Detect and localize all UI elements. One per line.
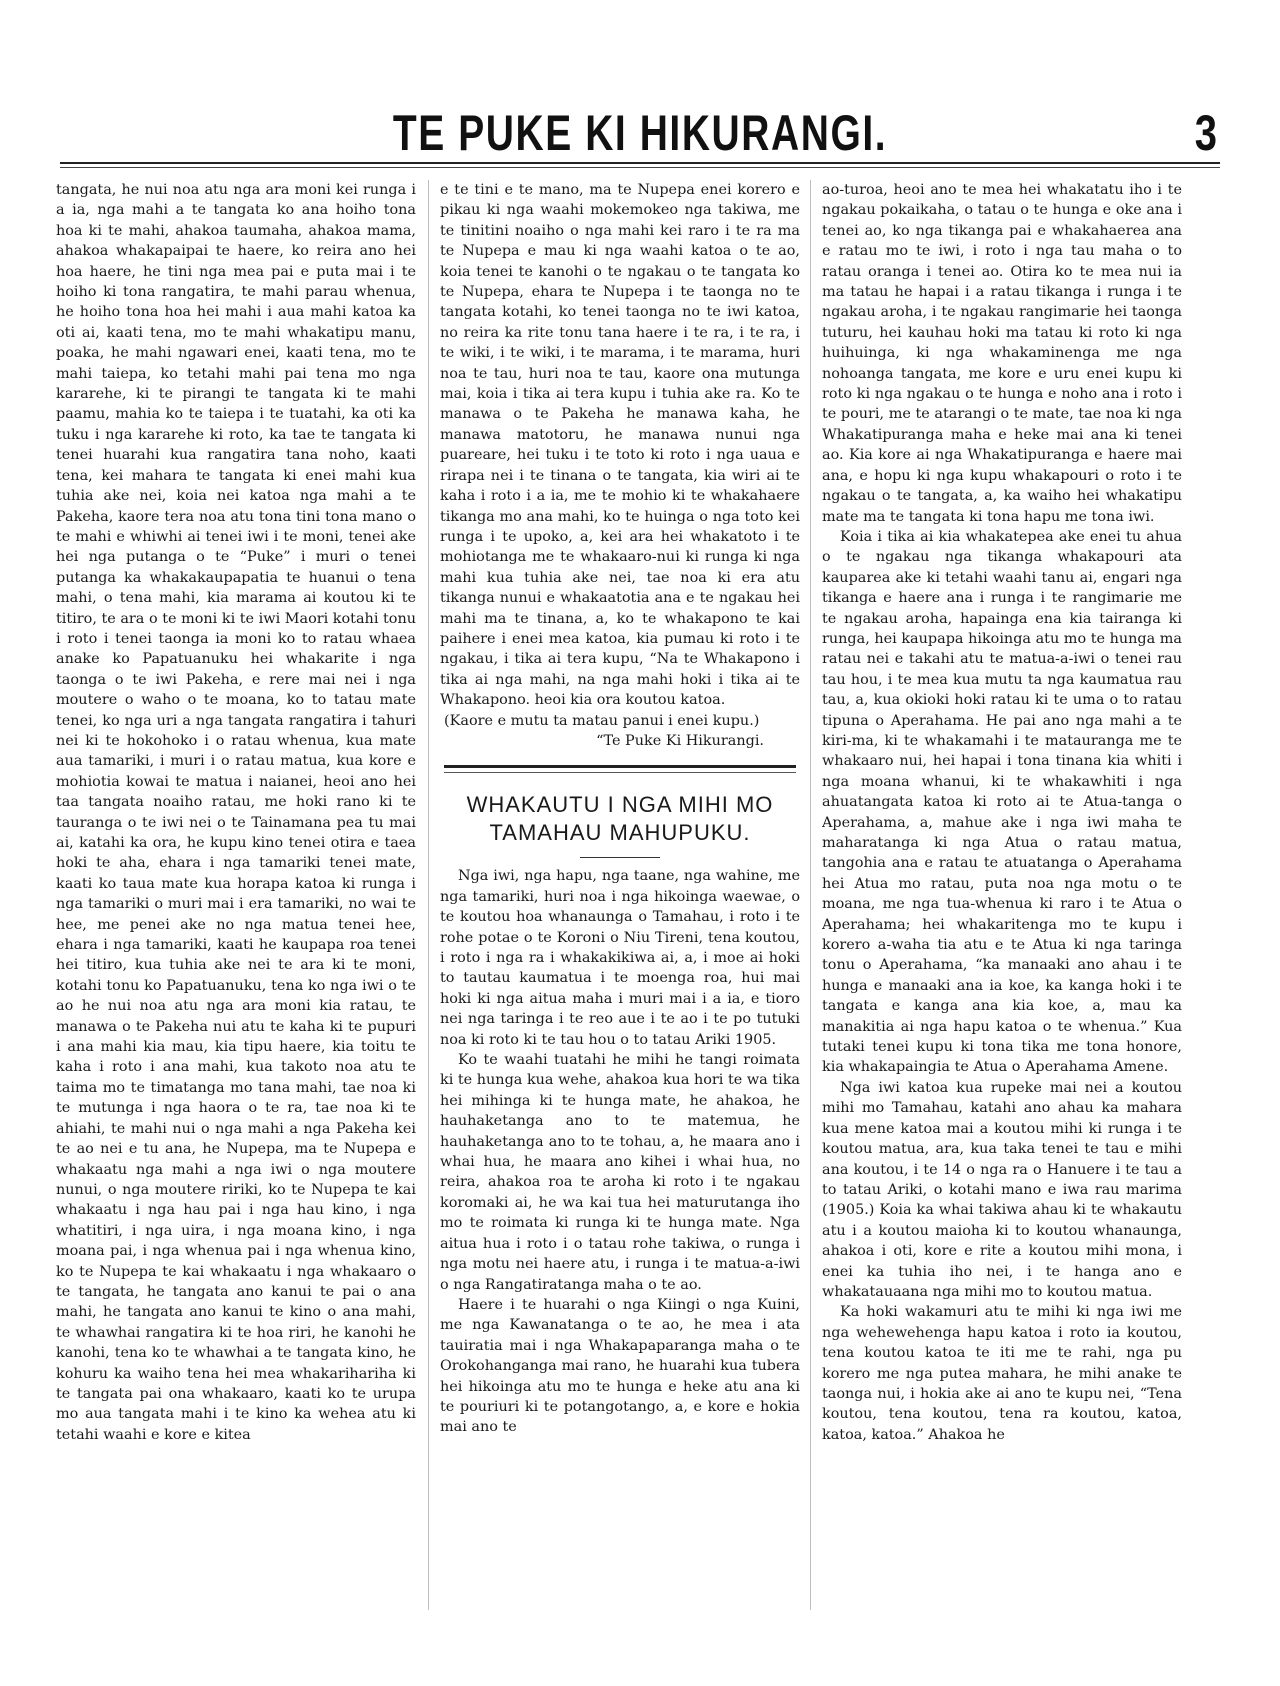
article-paragraph: Nga iwi, nga hapu, nga taane, nga wahine, me nga tamariki, huri noa i nga hikoinga waewae, o te koutou hoa whanaunga o Tamahau, i roto i te rohe potae o te Koroni o Niu Tireni, tena koutou, i roto i nga ra i whakakikiwa ai, a, i moe ai hoki to tautau kaumatua i te moenga roa, hui mai hoki ki nga aitua maha i muri mai i a ia, e tioro nei nga taringa i te reo aue i te ao i te po tutuki noa ki roto ki te tau hou o to tatau Ariki 1905. <box>440 868 800 1048</box>
article-paragraph: tangata, he nui noa atu nga ara moni kei runga i a ia, nga mahi a te tangata ko ana hoiho tona hoa ki te mahi, ahakoa taumaha, ahakoa mama, ahakoa whakapaipai te haere, ko reira ano hei hoa haere, he tini nga mea pai e puta mai i te hoiho ki tona rangatira, te mahi parau whenua, he hoiho tona hoa hei mahi i aua mahi katoa ka oti ai, kaati tena, mo te mahi whakatipu manu, poaka, he mahi ngawari enei, kaati tena, mo te mahi taiepa, ko tetahi mahi pai tena mo nga kararehe, ki te pirangi te tangata ki te mahi paamu, mahia ko te taiepa i te tuatahi, ka oti ka tuku i nga kararehe ki roto, ka tae te tangata ki tenei huarahi kua rangatira tana noho, kaati tena, kei mahara te tangata ki enei mahi kua tuhia ake nei, koia nei katoa nga mahi a te Pakeha, kaore tera noa atu tona tini tona mano o te mahi e whiwhi ai tenei iwi i te moni, tenei ake hei nga putanga o te “Puke” i muri o tenei putanga ka whakakaupapatia te huanui o tena mahi, o tena mahi, kia marama ai koutou ki te titiro, te ara o te moni ki te iwi Maori kotahi tonu i roto i tenei taonga ia moni ko to ratau whaea anake ko Papatuanuku hei whakarite i nga taonga o te iwi Pakeha, e rere mai nei i nga moutere o waho o te moana, ko to tatau mate tenei, ko nga uri a nga tangata rangatira i tahuri nei ki te hokohoko i o ratau whenua, kua mate aua tamariki, i muri i o ratau matua, kua kore e mohiotia kowai te matua i naianei, heoi ano hei taa tangata noaiho ratau, me hoki rano ki te tauranga o te iwi nei o te Tainamana pea tu mai ai, katahi ka ora, he kupu kino tenei otira e taea hoki te aha, ehara i nga tamariki tenei mate, kaati ko taua mate kua horapa katoa ki runga i nga tamariki o muri mai i era tamariki, no wai te hee, me penei ake no nga matua tenei hee, ehara i nga tamariki, kaati he kaupapa roa tenei hei titiro, kua tuhia ake nei te ara ki te moni, kotahi tonu ko Papatuanuku, tena ko nga iwi o te ao he nui noa atu nga ara moni kia ratau, te manawa o te Pakeha nui atu te kaha ki te pupuri i ana mahi kia mau, kia tipu haere, kia toitu te kaha i roto i ana mahi, kua takoto noa atu te taima mo te timatanga mo tana mahi, tae noa ki te mutunga i nga haora o te ra, tae noa ki te ahiahi, te mahi nui o nga mahi a nga Pakeha kei te ao nei e tu ana, he Nupepa, ma te Nupepa e whakaatu nga mahi a nga iwi o nga moutere nunui, o nga moutere ririki, ko te Nupepa te kai whakaatu i nga hau pai i nga hau kino, i nga whatitiri, i nga uira, i nga moana kino, i nga moana pai, i nga whenua pai i nga whenua kino, ko te Nupepa te kai whakaatu i nga whakaaro o te tangata, he tangata ano kanui te pai o ana mahi, he tangata ano kanui te kino o ana mahi, te whawhai rangatira ki te hoa riri, he kanohi he kanohi, tena ko te whawhai a te tangata kino, he kohuru ka waiho tena hei mea whakarihariha ki te tangata pai ona whakaaro, kaati ko te urupa mo aua tangata mahi i te kino ka wehea atu ki tetahi waahi e kore e kitea <box>56 182 416 1443</box>
article-paragraph: e te tini e te mano, ma te Nupepa enei korero e pikau ki nga waahi mokemokeo nga takiwa, me te tinitini noaiho o nga mahi kei raro i te ra ma te Nupepa e mau ki nga waahi katoa o te ao, koia tenei te kanohi o te ngakau o te tangata ko te Nupepa, ehara te Nupepa i te taonga no te tangata kotahi, ko tenei taonga no te iwi katoa, no reira ka rite tonu tana haere i te ra, i te ra, i te wiki, i te wiki, i te marama, i te marama, huri noa te tau, huri noa te tau, kaore ona mutunga mai, koia i tika ai tera kupu i tuhia ake ra. Ko te manawa o te Pakeha he manawa kaha, he manawa matotoru, he manawa nunui nga puareare, hei tuku i te toto ki roto i nga uaua e rirapa nei i te tinana o te tangata, kia wiri ai te kaha i roto i a ia, me te mohio ki te whakahaere tikanga mo ana mahi, ko te huinga o nga toto kei runga i te upoko, a, kei ara hei whakatoto i te mohiotanga me te whakaaro-nui ki runga ki nga mahi kua tuhia ake nei, tae noa ki era atu tikanga nunui e whakaatotia ana e te ngakau hei mahi ma te tinana, a, ko te whakapono te kai paihere i enei mea katoa, kia pumau ki roto i te ngakau, i tika ai tera kupu, “Na te Whakapono i tika ai nga mahi, na nga mahi hoki i tika ai te Whakapono. heoi kia ora koutou katoa. <box>440 182 800 709</box>
article-paragraph: Koia i tika ai kia whakatepea ake enei tu ahua o te ngakau nga tikanga whakapouri ata kauparea ake ki tetahi waahi tanu ai, engari nga tikanga e haere ana i runga i te rangimarie me te ngakau aroha, hapainga ena kia tairanga ki runga, hei kaupapa hikoinga atu mo te hunga ma ratau nei e takahi atu te matua-a-iwi o tenei rau tau hou, i te mea kua mutu ta nga kaumatua rau tau, a, kua okioki hoki ratau ki te uma o to ratau tipuna o Aperahama. He pai ano nga mahi a te kiri-ma, ki te whakamahi i te matauranga me te whakaaro nui, hei hapai i tona tinana kia whiti i nga moana whanui, ki te whakawhiti i nga ahuatangata katoa ki roto ai te Atua-tanga o Aperahama, a, mahue ake i nga iwi maha te maharatanga ki nga Atua o ratau matua, tangohia ana e ratau te atuatanga o Aperahama hei Atua mo ratau, puta noa nga motu o te moana, me nga tua-whenua ki raro i te Atua o Aperahama; hei whakaritenga mo te kupu i korero a-waha tia atu e te Atua ki nga taringa tonu o Aperahama, “ka manaaki ano ahau i te hunga e manaaki ana ia koe, ka kanga hoki i te tangata e kanga ana kia koe, a, mau ka manakitia ai nga hapu katoa o te whenua.” Kua tutaki tenei kupu ki tona tika me tona honore, kia whakapaingia te Atua o Aperahama Amene. <box>822 528 1182 1076</box>
column-divider <box>428 180 429 1610</box>
article-paragraph: Nga iwi katoa kua rupeke mai nei a koutou mihi mo Tamahau, katahi ano ahau ka mahara kua mene katoa mai a koutou mihi ki runga i te koutou matua, ara, kua taka tenei te tau e mihi ana koutou, i te 14 o nga ra o Hanuere i te tau a to tatau Ariki, o kotahi mano e iwa rau marima (1905.) Koia ka whai takiwa ahau ki te whakautu atu i a koutou maioha ki to koutou whanaunga, ahakoa i oti, kore e rite a koutou mihi mona, i enei ka tuhia iho nei, i te hanga ano e whakatauaana nga mihi mo to koutou matua. <box>822 1079 1182 1300</box>
section-heading <box>440 791 800 847</box>
article-paragraph: Ko te waahi tuatahi he mihi he tangi roimata ki te hunga kua wehe, ahakoa kua hori te wa tika hei mihinga ki te hunga mate, he ahakoa, he hauhaketanga ano to te matemua, he hauhaketanga ano to te tohau, a, he maara ano i whai hua, he maara ano kihei i whai hua, no reira, ahakoa roa te aroha ki roto i te ngakau koromaki ai, he wa kai tua hei maturutanga iho mo te roimata ki runga ki te hunga mate. Nga aitua hua i roto i o tatau rohe takiwa, o runga i nga motu nei haere atu, i runga i te matua-a-iwi o nga Rangatiratanga maha o te ao. <box>440 1052 800 1293</box>
continuation-note: (Kaore e mutu ta matau panui i enei kupu.) <box>444 712 760 729</box>
column-divider <box>810 180 811 1610</box>
page-number: 3 <box>1194 105 1218 161</box>
article-paragraph: ao-turoa, heoi ano te mea hei whakatatu iho i te ngakau pokaikaha, o tatau o te hunga e oke ana i tenei ao, ko nga tikanga pai e whakahaerea ana e ratau mo te iwi, i roto i nga tau maha o to ratau oranga i tenei ao. Otira ko te mea nui ia ma tatau he hapai i a ratau tikanga i runga i te ngakau aroha, i te ngakau rangimarie hei taonga tuturu, hei kauhau hoki ma tatau ki roto ki nga huihuinga, ki nga whakaminenga me nga nohoanga tangata, me kore e uru enei kupu ki roto ki nga ngakau o te hunga e noho ana i roto i te pouri, me te atarangi o te mate, tae noa ki nga Whakatipuranga maha e heke mai ana ki tenei ao. Kia kore ai nga Whakatipuranga e haere mai ana, e hopu ki nga kupu whakapouri o roto i te ngakau o te tangata, a, ka waiho hei whakatipu mate ma te tangata ki tona hapu me tona iwi. <box>822 182 1182 525</box>
article-paragraph: Ka hoki wakamuri atu te mihi ki nga iwi me nga wehewehenga hapu katoa i roto ia koutou, tena koutou katoa te iti me te rahi, nga pu korero me nga putea mahara, he mihi anake te taonga nui, i hokia ake ai ano te kupu nei, “Tena koutou, tena koutou, tena ra koutou, katoa, katoa, katoa.” Ahakoa he <box>822 1304 1182 1443</box>
section-divider <box>444 765 796 768</box>
masthead-rule-thin <box>60 167 1220 168</box>
newspaper-title: TE PUKE KI HIKURANGI. <box>392 105 888 161</box>
heading-underline <box>580 857 660 858</box>
masthead-rule <box>60 162 1220 164</box>
masthead <box>60 104 1220 164</box>
column-2 <box>440 180 800 1620</box>
section-divider-thin <box>444 772 796 773</box>
section-heading-line-1: WHAKAUTU I NGA MIHI MO <box>466 792 774 818</box>
section-heading-line-2: TAMAHAU MAHUPUKU. <box>489 820 751 846</box>
column-1 <box>56 180 416 1620</box>
column-3 <box>822 180 1182 1620</box>
article-signature: “Te Puke Ki Hikurangi. <box>596 732 764 749</box>
article-paragraph: Haere i te huarahi o nga Kiingi o nga Kuini, me nga Kawanatanga o te ao, he mea i ata tauiratia mai i nga Whakapaparanga maha o te Orokohanganga mai rano, he huarahi kua tubera hei hikoinga atu mo te hunga e heke atu ana ki te pouriuri ki te potangotango, a, e kore e hokia mai ano te <box>440 1296 800 1436</box>
